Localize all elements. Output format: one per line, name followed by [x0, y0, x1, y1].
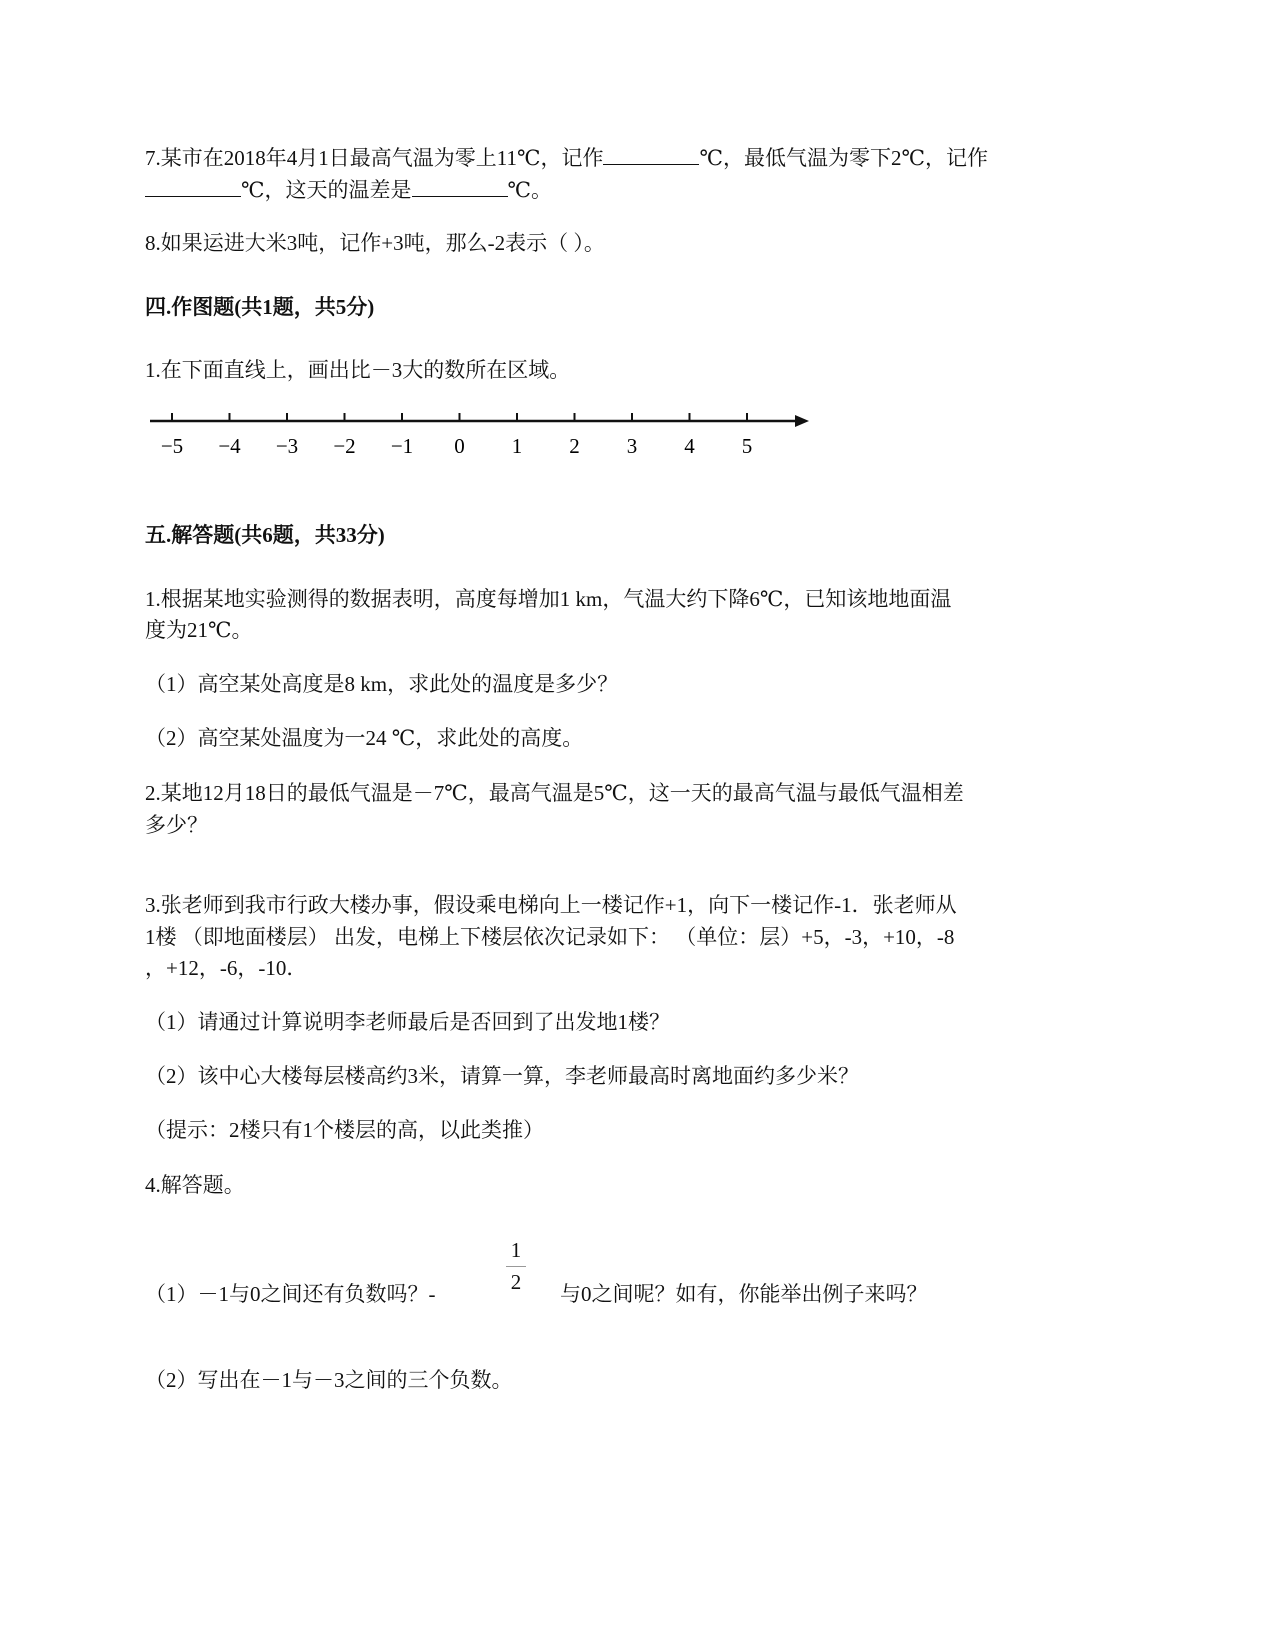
section4-title: 四.作图题(共1题，共5分)	[145, 295, 375, 319]
number-line-label: −4	[218, 434, 241, 458]
s5-q1-sub1: （1）高空某处高度是8 km，求此处的温度是多少？	[145, 672, 619, 696]
s5-q4-sub1-b: 与0之间呢？如有，你能举出例子来吗？	[560, 1282, 928, 1306]
s5-q3-line1: 3.张老师到我市行政大楼办事，假设乘电梯向上一楼记作+1，向下一楼记作-1．张老师从	[145, 893, 957, 917]
s5-q2-line2: 多少？	[145, 813, 208, 837]
number-line[interactable]	[145, 405, 815, 465]
s5-q1-sub2: （2）高空某处温度为一24 ℃，求此处的高度。	[145, 726, 584, 750]
number-line-label: 5	[741, 434, 753, 458]
fraction-denominator: 2	[510, 1270, 522, 1294]
s5-q3-line2: 1楼 （即地面楼层） 出发，电梯上下楼层依次记录如下： （单位：层）+5，-3，+10，-8	[145, 925, 955, 949]
q7-text: ℃，最低气温为零下2℃，记作	[699, 146, 988, 170]
s4-q1: 1.在下面直线上，画出比－3大的数所在区域。	[145, 358, 571, 382]
number-line-label: −5	[160, 434, 184, 458]
fraction-one-half	[506, 1238, 526, 1295]
s5-q4-sub1-a: （1）－1与0之间还有负数吗？-	[145, 1282, 436, 1306]
s5-q3-sub1: （1）请通过计算说明李老师最后是否回到了出发地1楼？	[145, 1010, 670, 1034]
number-line-label: 0	[454, 434, 465, 458]
q7-text: ℃，这天的温差是	[241, 178, 412, 202]
answer-blank[interactable]	[603, 144, 699, 165]
q7-text: ℃。	[507, 178, 552, 202]
fraction-numerator: 1	[510, 1238, 522, 1262]
q7-line1	[145, 143, 988, 173]
number-line-label: 3	[626, 434, 638, 458]
number-line-label: −2	[333, 434, 356, 458]
number-line-label: 2	[569, 434, 580, 458]
s5-q4-sub2: （2）写出在－1与－3之间的三个负数。	[145, 1368, 513, 1392]
number-line-label: 1	[511, 434, 523, 458]
s5-q1-line1: 1.根据某地实验测得的数据表明，高度每增加1 km，气温大约下降6℃，已知该地地面温	[145, 587, 952, 611]
q8: 8.如果运进大米3吨，记作+3吨，那么-2表示（ ）。	[145, 231, 605, 255]
q7-line2	[145, 175, 552, 205]
s5-q2-line1: 2.某地12月18日的最低气温是－7℃，最高气温是5℃，这一天的最高气温与最低气温相差	[145, 781, 964, 805]
q7-text: 7.某市在2018年4月1日最高气温为零上11℃，记作	[145, 146, 604, 170]
fraction-bar	[506, 1266, 526, 1267]
number-line-label: −3	[275, 434, 299, 458]
answer-blank[interactable]	[412, 176, 508, 197]
number-line-label: 4	[684, 434, 695, 458]
s5-q4: 4.解答题。	[145, 1173, 245, 1197]
s5-q3-hint: （提示：2楼只有1个楼层的高，以此类推）	[145, 1118, 544, 1142]
arrow-icon	[795, 415, 809, 427]
section5-title: 五.解答题(共6题，共33分)	[145, 523, 385, 547]
s5-q1-line2: 度为21℃。	[145, 618, 253, 642]
answer-blank[interactable]	[145, 176, 241, 197]
s5-q3-sub2: （2）该中心大楼每层楼高约3米，请算一算，李老师最高时离地面约多少米？	[145, 1064, 859, 1088]
number-line-label: −1	[390, 434, 414, 458]
s5-q3-line3: ，+12，-6，-10．	[145, 956, 308, 980]
